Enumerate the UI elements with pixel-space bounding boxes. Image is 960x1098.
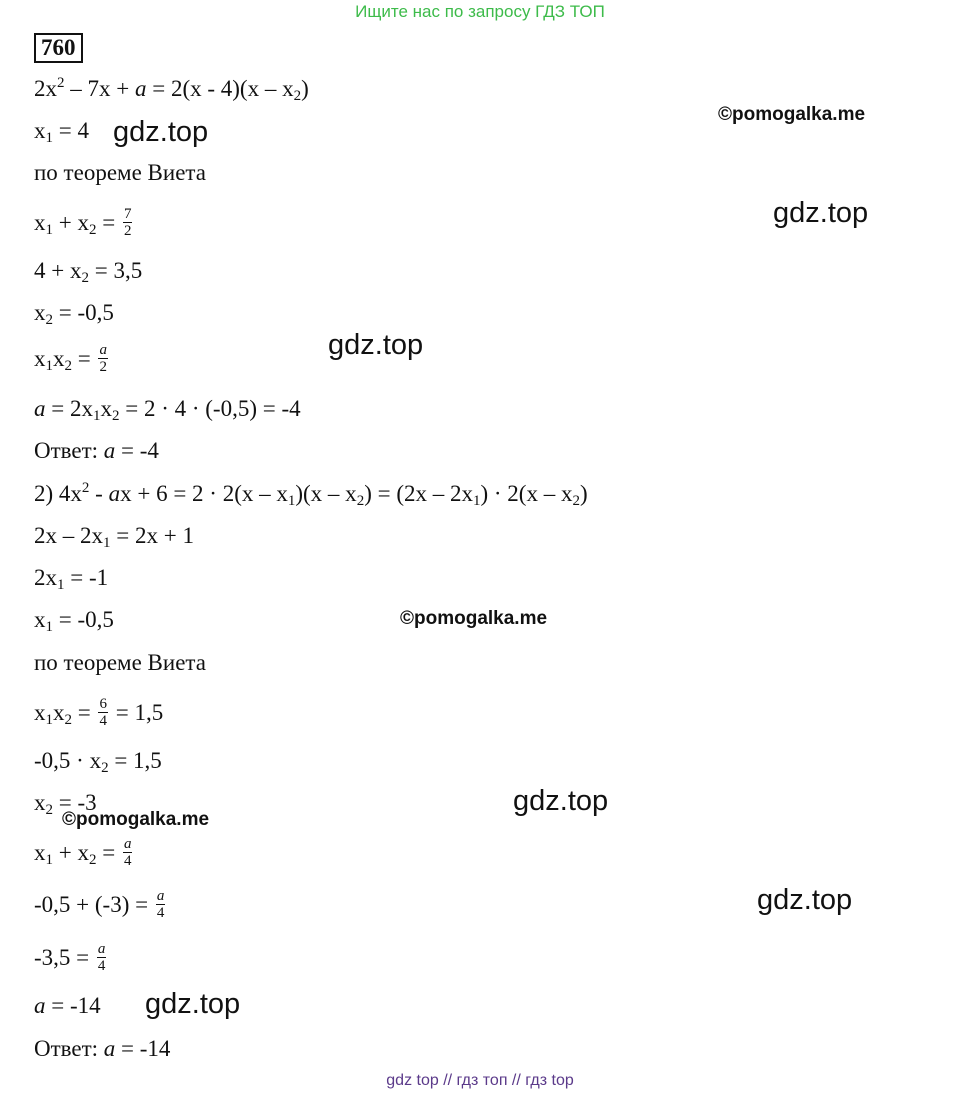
equation-line: -0,5 + (-3) = $\frac{a}{4}$ <box>34 888 165 921</box>
equation-line: $x_1 = 4$ <box>34 118 89 146</box>
equation-line: $x_1x_2$ = $\frac{a}{2}$ <box>34 342 107 375</box>
equation-line: $2x - 2x_1 = 2x + 1$ <box>34 523 194 551</box>
search-banner: Ищите нас по запросу ГДЗ ТОП <box>355 2 605 21</box>
fraction: $\frac{6}{4}$ <box>99 696 107 729</box>
answer-line: Ответ: a = -4 <box>34 438 159 463</box>
equation-line: $a = 2x_1x_2 = 2 \cdot 4 \cdot (-0,5) = -4$ <box>34 396 301 424</box>
fraction: $\frac{7}{2}$ <box>123 206 132 239</box>
fraction: $\frac{a}{4}$ <box>156 888 165 921</box>
text-line: по теореме Виета <box>34 650 206 675</box>
equation-line: $x_1x_2$ = $\frac{6}{4}$ = 1,5 <box>34 696 164 729</box>
equation-line: $4 + x_2 = 3,5$ <box>34 258 143 286</box>
watermark-gdz: gdz.top <box>145 988 241 1020</box>
equation-line: $x_2 = -0,5$ <box>34 300 114 328</box>
watermark-gdz: gdz.top <box>113 116 209 148</box>
watermark-gdz: gdz.top <box>757 884 853 916</box>
watermark-gdz: gdz.top <box>773 197 869 229</box>
equation-line: $x_2 = -3$ <box>34 790 97 818</box>
fraction: $\frac{a}{2}$ <box>99 342 107 375</box>
equation-line: -3,5 = $\frac{a}{4}$ <box>34 941 106 974</box>
problem-number: 760 <box>34 33 83 63</box>
equation-line: $x_1 + x_2$ = $\frac{a}{4}$ <box>34 836 132 869</box>
equation-line: $2x_1 = -1$ <box>34 565 109 593</box>
equation-line: a = -14 <box>34 993 101 1018</box>
equation-line: $x_1 + x_2$ = $\frac{7}{2}$ <box>34 206 132 239</box>
watermark-gdz: gdz.top <box>328 329 424 361</box>
footer-links[interactable]: gdz top // гдз топ // гдз top <box>386 1072 574 1089</box>
equation-line: 2) $4x^2$ - ax + $6 = 2 \cdot 2(x - x_1)(x - x_2) = (2x - 2x_1) \cdot 2(x - x_2)$ <box>34 480 588 509</box>
watermark-copyright: ©pomogalka.me <box>62 809 210 830</box>
text-line: по теореме Виета <box>34 160 206 185</box>
watermark-copyright: ©pomogalka.me <box>718 104 866 125</box>
answer-line: Ответ: a = -14 <box>34 1036 171 1061</box>
equation-line: $x_1 = -0,5$ <box>34 607 114 635</box>
watermark-gdz: gdz.top <box>513 785 609 817</box>
fraction: $\frac{a}{4}$ <box>123 836 132 869</box>
equation-line: $-0,5 \cdot x_2 = 1,5$ <box>34 748 162 776</box>
equation-line: $2x^2 - 7x + a = 2(x - 4)(x - x_2)$ <box>34 75 309 104</box>
fraction: $\frac{a}{4}$ <box>97 941 106 974</box>
watermark-copyright: ©pomogalka.me <box>400 608 548 629</box>
